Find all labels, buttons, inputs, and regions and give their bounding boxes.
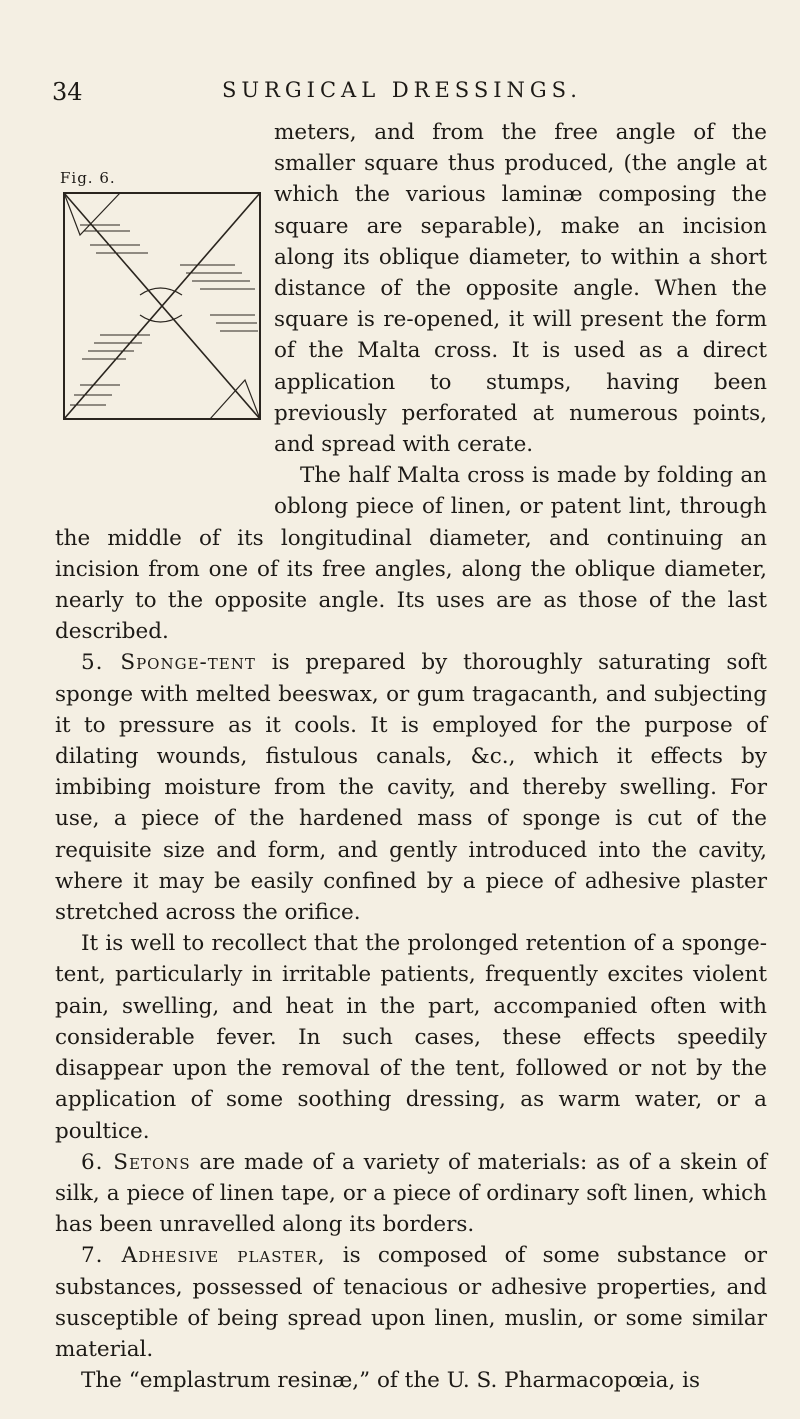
running-head: SURGICAL DRESSINGS. [222, 78, 582, 102]
paragraph-adhesive-plaster-body: is composed of some substance or substances, possessed of tenacious or adhesive properties, and susceptible of being spread upon linen, muslin, or some similar material. [55, 1243, 767, 1362]
section-heading-setons: 6. Setons [81, 1149, 191, 1175]
section-heading-adhesive-plaster: 7. Adhesive plaster, [81, 1243, 326, 1269]
paragraph-malta-cross: meters, and from the free angle of the smaller square thus produced, (the angle at which the various laminæ composing the square are separable), make an incision along its oblique diameter, to within a short distance of the opposite angle. When the square is re-opened, it will present the form of the Malta cross. It is used as a direct application to stumps, having been previously perforated at numerous points, and spread with cerate. [274, 120, 767, 458]
section-heading-sponge-tent: 5. Sponge-tent [81, 650, 256, 676]
malta-cross-folding-illustration [60, 185, 265, 425]
paragraph-sponge-tent-body: is prepared by thoroughly saturating soft sponge with melted beeswax, or gum tragacanth, and subjecting it to pressure as it cools. It is employed for the purpose of dilating wounds, fistulous canals, &c., which it effects by imbibing moisture from the cavity, and thereby swelling. For use, a piece of the hardened mass of sponge is cut of the requisite size and form, and gently introduced into the cavity, where it may be easily confined by a piece of adhesive plaster stretched across the orifice. [55, 650, 768, 926]
page-header [52, 78, 772, 108]
page-number: 34 [52, 78, 83, 106]
paragraph-adhesive-plaster [55, 1240, 767, 1365]
paragraph-sponge-tent-caution: It is well to recollect that the prolonged retention of a sponge-tent, particularly in irritable patients, frequently excites violent pain, swelling, and heat in the part, accompanied often with considerable fever. In such cases, these effects speedily disappear upon the removal of the tent, followed or not by the application of some soothing dressing, as warm water, or a poultice. [55, 931, 767, 1144]
paragraph-setons-body: are made of a variety of materials: as of a skein of silk, a piece of linen tape, or a piece of ordinary soft linen, which has been unravelled along its borders. [55, 1149, 767, 1238]
paragraph-sponge-tent [55, 647, 767, 928]
paragraph-emplastrum: The “emplastrum resinæ,” of the U. S. Pharmacopœia, is [81, 1368, 701, 1394]
figure-6 [55, 117, 270, 512]
paragraph-half-malta-cross: The half Malta cross is made by folding an oblong piece of linen, or patent lint, through the middle of its longitudinal diameter, and continuing an incision from one of its free angles, along the oblique diameter, nearly to the opposite angle. Its uses are as those of the last described. [55, 463, 767, 645]
figure-label: Fig. 6. [60, 169, 116, 187]
paragraph-setons [55, 1147, 767, 1241]
body-text [55, 117, 767, 1396]
